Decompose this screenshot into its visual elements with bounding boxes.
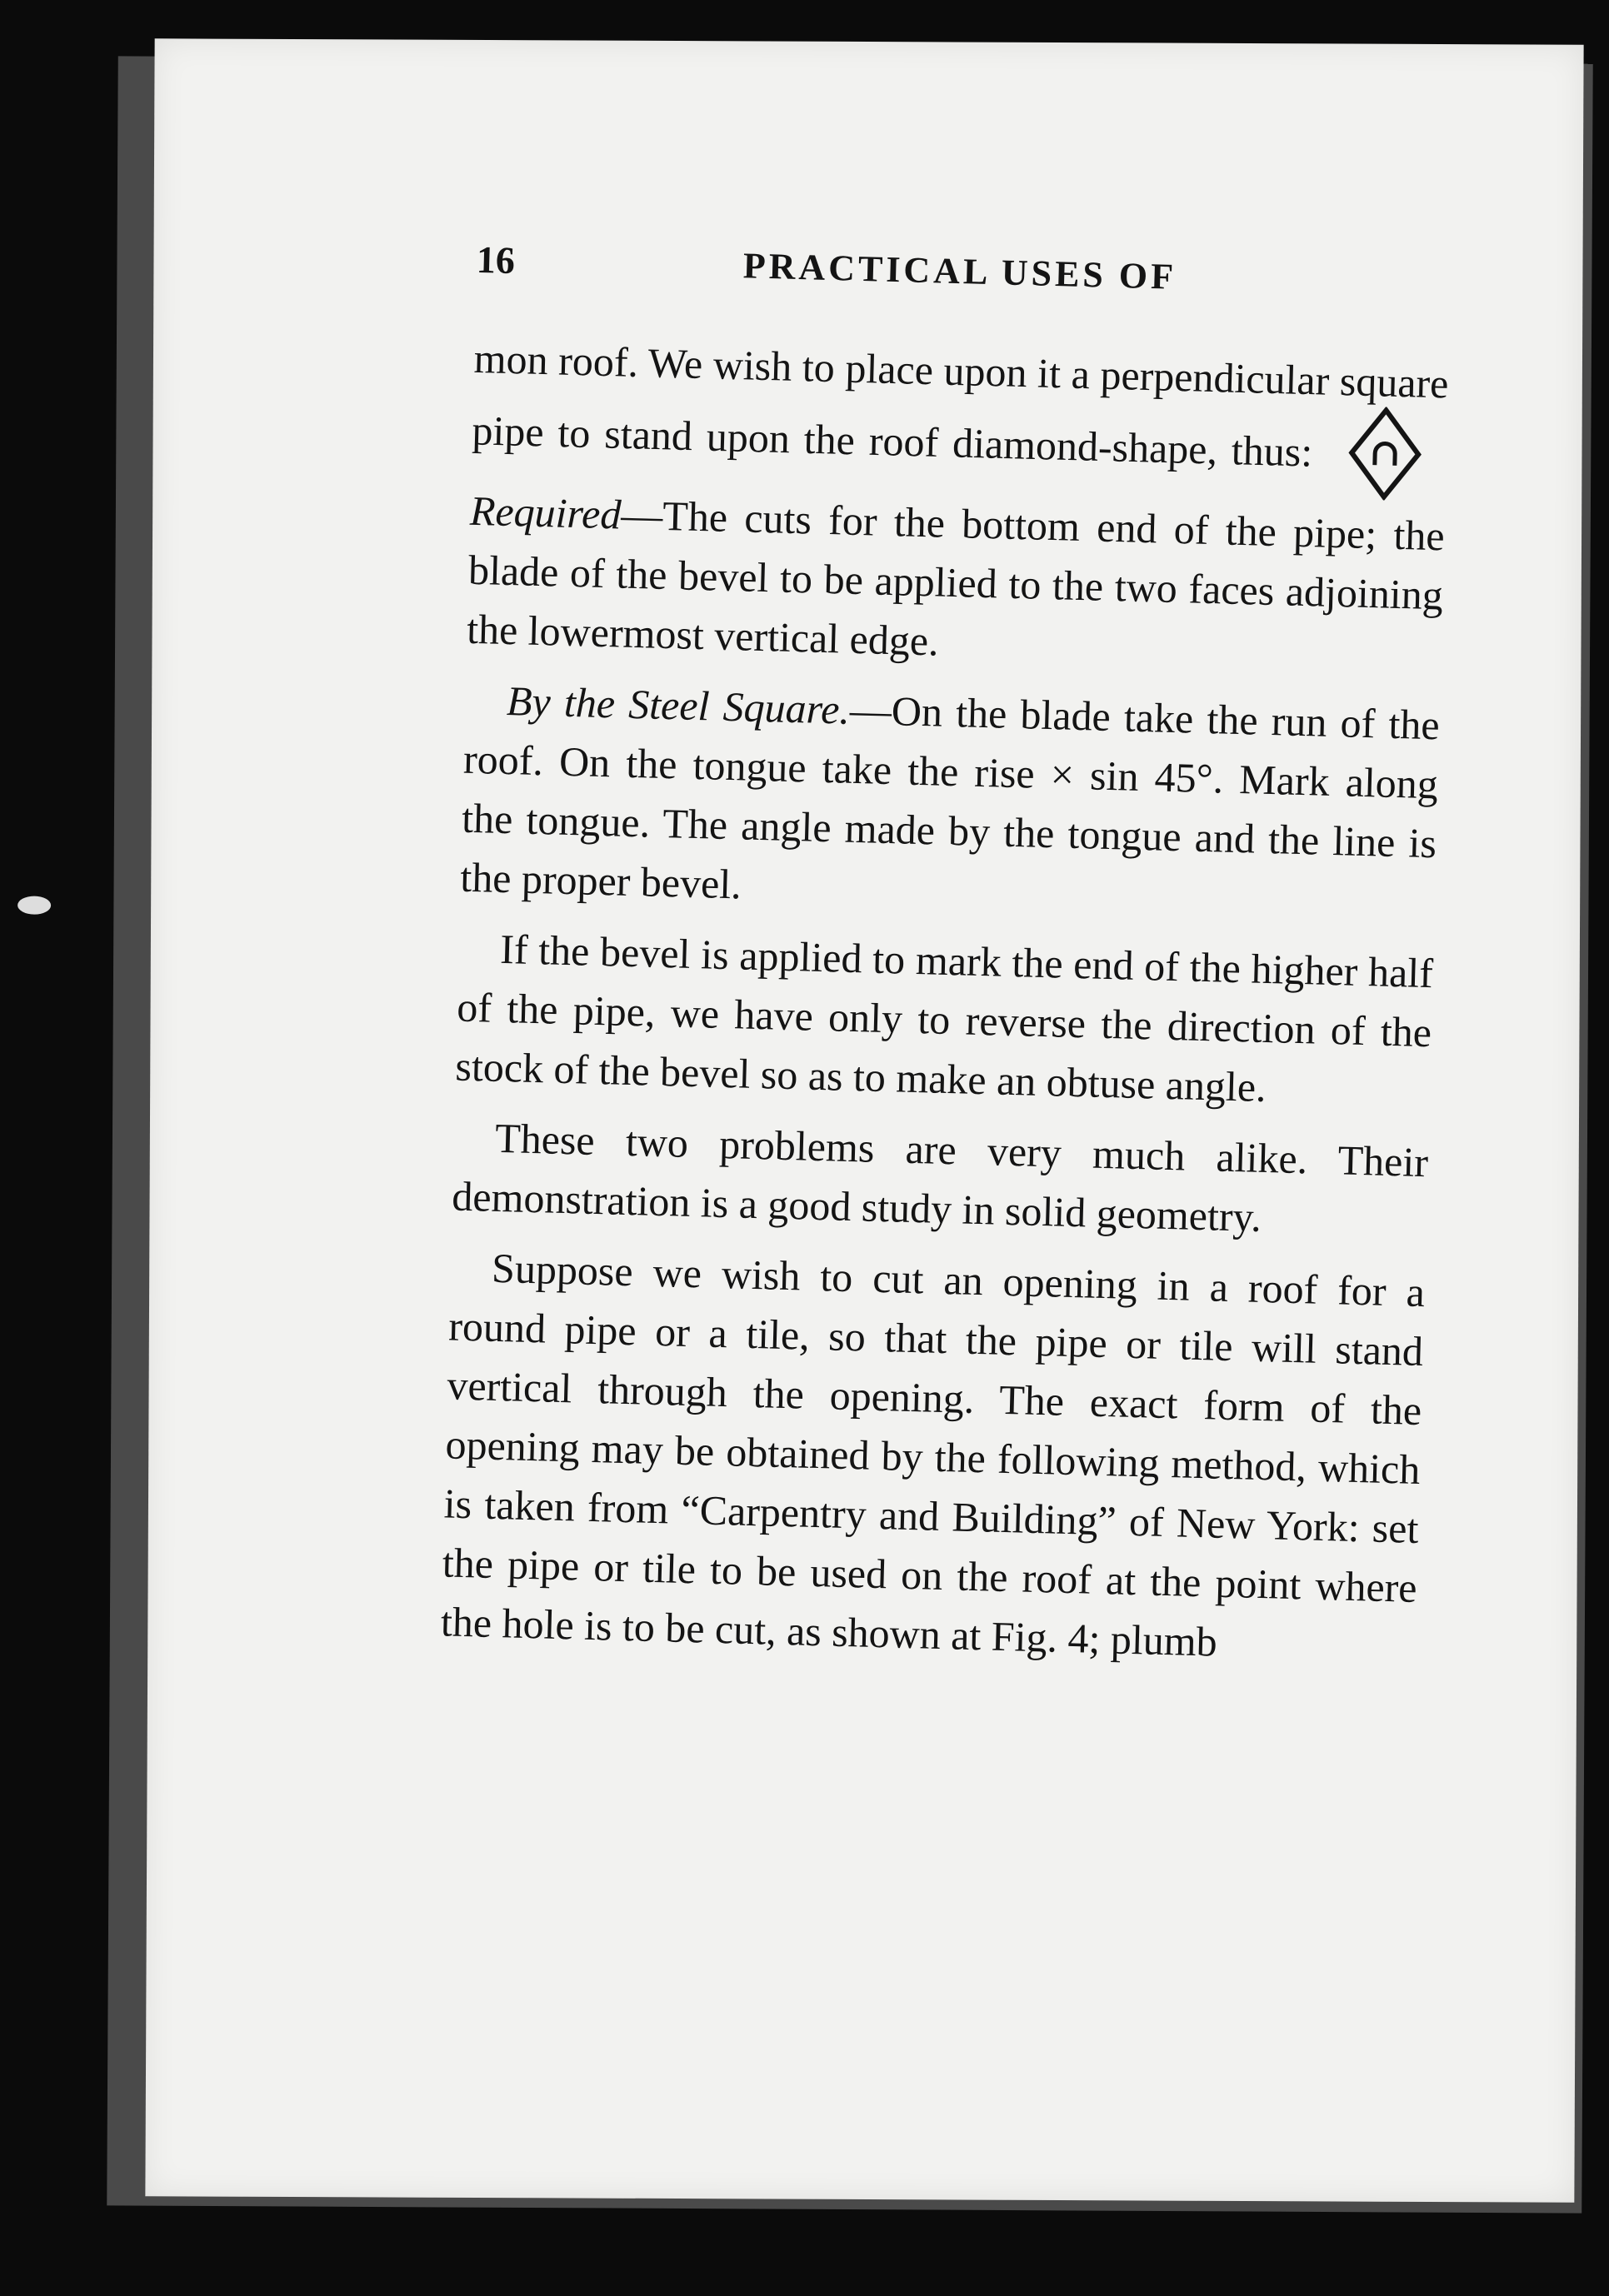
paragraph-5: Suppose we wish to cut an opening in a roof for a round pipe or a tile, so that the pipe or tile will stand vertical through the opening. The exact form of the opening may be obtained by the following method, which is taken from “Carpentry and Building” of New York: set the pipe or tile to be used on the roof at the point where the hole is to be cut, as shown at Fig. 4; plumb [440, 1244, 1426, 1665]
running-title: PRACTICAL USES OF [742, 245, 1177, 297]
page-header [476, 237, 1493, 314]
body-text [440, 329, 1449, 1677]
paragraph-2 [460, 671, 1441, 933]
page-number: 16 [476, 237, 516, 282]
required-label: Required [469, 487, 622, 538]
paragraph-3: If the bevel is applied to mark the end of the higher half of the pipe, we have only to reverse the direction of the stock of the bevel so as to make an obtuse angle. [454, 925, 1434, 1111]
steel-square-heading: By the Steel Square. [506, 677, 851, 733]
margin-speck [17, 896, 51, 915]
paragraph-1-rest: —The cuts for the bottom end of the pipe; the blade of the bevel to be applied to the two faces adjoining the lowermost vertical edge. [466, 491, 1446, 665]
paragraph-4: These two problems are very much alike. Their demonstration is a good study in solid geometry. [451, 1114, 1429, 1240]
page-content [266, 0, 1500, 2296]
paragraph-1 [466, 329, 1449, 684]
diamond-pipe-icon [1347, 406, 1423, 501]
paragraph-2-text: —On the blade take the run of the roof. On the tongue take the rise × sin 45°. Mark along the tongue. The angle made by the tongue and the line is the proper bevel. [459, 686, 1441, 908]
paragraph-1-lead: mon roof. We wish to place upon it a perpendicular square pipe to stand upon the roof diamond-shape, thus: [471, 334, 1450, 476]
